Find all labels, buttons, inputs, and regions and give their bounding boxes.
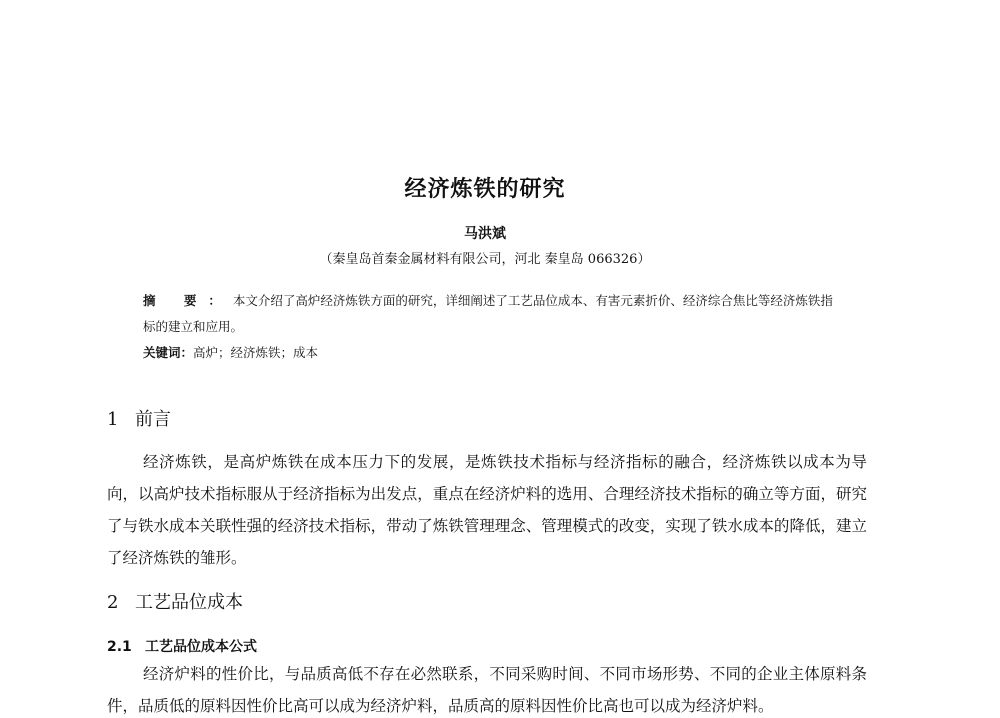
section-number: 2 [107,592,119,613]
keywords-text: 高炉；经济炼铁；成本 [193,345,319,360]
paper-title: 经济炼铁的研究 [404,177,566,202]
subsection-title: 工艺品位成本公式 [145,639,257,655]
subsection-heading-2-1 [107,636,257,656]
section-title: 前言 [135,409,171,430]
abstract [143,288,843,340]
subsection-number: 2.1 [107,639,132,655]
keywords [143,342,843,364]
section-number: 1 [107,409,119,430]
abstract-label: 摘 要： [143,293,233,308]
section-1-paragraph: 经济炼铁，是高炉炼铁在成本压力下的发展，是炼铁技术指标与经济指标的融合，经济炼铁以成本为导向，以高炉技术指标服从于经济指标为出发点，重点在经济炉料的选用、合理经济技术指标的确立等方面，研究了与铁水成本关联性强的经济技术指标，带动了炼铁管理理念、管理模式的改变，实现了铁水成本的降低，建立了经济炼铁的雏形。 [107,453,867,567]
abstract-text: 本文介绍了高炉经济炼铁方面的研究，详细阐述了工艺品位成本、有害元素折价、经济综合焦比等经济炼铁指标的建立和应用。 [143,293,833,334]
section-heading-2 [107,588,243,614]
author-name: 马洪斌 [464,226,506,242]
keywords-label: 关键词： [143,345,194,360]
section-title: 工艺品位成本 [135,592,243,613]
affiliation: （秦皇岛首秦金属材料有限公司，河北 秦皇岛 066326） [319,252,651,267]
section-heading-1 [107,405,171,431]
section-2-1-paragraph: 经济炉料的性价比，与品质高低不存在必然联系，不同采购时间、不同市场形势、不同的企业主体原料条件，品质低的原料因性价比高可以成为经济炉料，品质高的原料因性价比高也可以成为经济炉料。 [107,665,867,715]
